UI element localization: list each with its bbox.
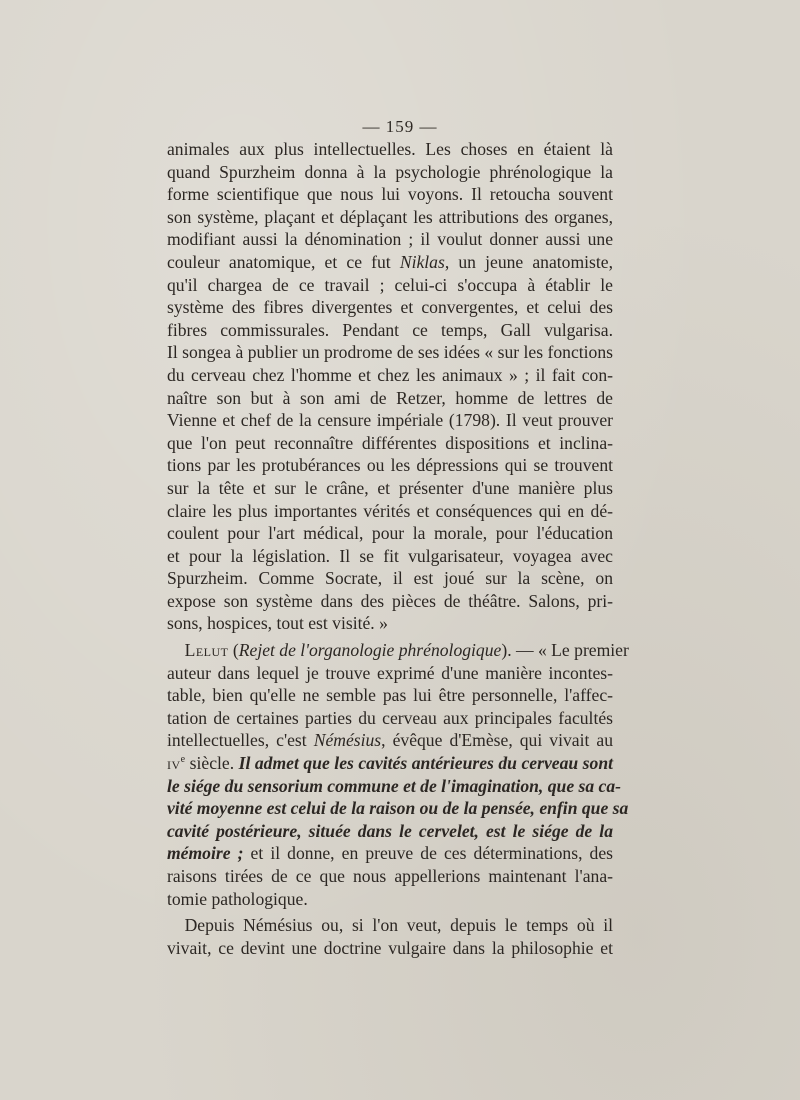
text-line xyxy=(167,729,613,752)
name-niklas: Niklas xyxy=(399,251,445,272)
text-line: animales aux plus intellectuelles. Les choses en étaient là xyxy=(167,139,613,159)
text-line: système des fibres divergentes et convergentes, et celui des xyxy=(167,297,613,318)
text-line: auteur dans lequel je trouve exprimé d'une manière incontes- xyxy=(167,662,613,683)
text-line xyxy=(167,251,613,274)
text-line xyxy=(167,914,613,937)
text-line: vivait, ce devint une doctrine vulgaire dans la philosophie et xyxy=(167,937,613,958)
text-line: expose son système dans des pièces de théâtre. Salons, pri- xyxy=(167,590,613,611)
text-line: et pour la législation. Il se fit vulgarisateur, voyagea avec xyxy=(167,545,613,566)
text-line: vité moyenne est celui de la raison ou de la pensée, enfin que sa xyxy=(167,798,629,819)
text-line: Il songea à publier un prodrome de ses idées « sur les fonctions xyxy=(167,342,613,363)
text-line: Vienne et chef de la censure impériale (1798). Il veut prouver xyxy=(167,410,613,431)
text-line xyxy=(167,752,613,775)
author-lelut: Lelut xyxy=(184,640,229,661)
text-fragment: ( xyxy=(228,640,239,661)
text-fragment: intellectuelles, c'est xyxy=(167,730,314,751)
text-line: tation de certaines parties du cerveau aux principales facultés xyxy=(167,707,613,728)
quoted-emphasis: Il admet que les cavités antérieures du cerveau sont xyxy=(238,753,613,774)
text-line: sur la tête et sur le crâne, et présenter d'une manière plus xyxy=(167,477,613,498)
text-line: quand Spurzheim donna à la psychologie phrénologique la xyxy=(167,161,613,182)
text-line: tions par les protubérances ou les dépressions qui se trouvent xyxy=(167,455,613,476)
text-fragment: siècle. xyxy=(185,753,239,774)
text-line: sons, hospices, tout est visité. » xyxy=(167,613,388,634)
text-line: tomie pathologique. xyxy=(167,888,308,909)
work-title: Rejet de l'organologie phrénologique xyxy=(238,640,502,661)
century-suffix: e xyxy=(180,754,186,766)
body-text xyxy=(167,138,629,959)
century-numeral: iv xyxy=(167,753,181,774)
text-line: table, bien qu'elle ne semble pas lui être personnelle, l'affec- xyxy=(167,685,613,706)
text-line xyxy=(167,842,613,865)
text-line: modifiant aussi la dénomination ; il voulut donner aussi une xyxy=(167,229,613,250)
text-fragment: et il donne, en preuve de ces déterminations, des xyxy=(243,843,614,864)
text-line: coulent pour l'art médical, pour la morale, pour l'éducation xyxy=(167,523,613,544)
text-line: naître son but à son ami de Retzer, homme de lettres de xyxy=(167,387,613,408)
text-line: que l'on peut reconnaître différentes dispositions et inclina- xyxy=(167,432,613,453)
text-line: le siége du sensorium commune et de l'imagination, que sa ca- xyxy=(167,775,622,796)
text-line: fibres commissurales. Pendant ce temps, Gall vulgarisa. xyxy=(167,319,613,340)
quoted-emphasis: mémoire ; xyxy=(167,843,244,864)
name-nemesius: Némésius xyxy=(313,730,382,751)
page-number: — 159 — xyxy=(362,117,438,136)
text-fragment: Depuis Némésius ou, si l'on veut, depuis le temps où il xyxy=(184,915,613,936)
text-line: du cerveau chez l'homme et chez les animaux » ; il fait con- xyxy=(167,364,613,385)
text-line xyxy=(167,639,629,662)
text-line: raisons tirées de ce que nous appellerions maintenant l'ana- xyxy=(167,866,613,886)
text-fragment: , un jeune anatomiste, xyxy=(444,251,613,272)
text-fragment: , évêque d'Emèse, qui vivait au xyxy=(381,730,614,751)
text-line: forme scientifique que nous lui voyons. Il retoucha souvent xyxy=(167,184,613,205)
text-line: qu'il chargea de ce travail ; celui-ci s'occupa à établir le xyxy=(167,274,613,295)
text-line: claire les plus importantes vérités et conséquences qui en dé- xyxy=(167,500,613,521)
text-fragment: ). — « Le premier xyxy=(501,640,629,661)
text-line: cavité postérieure, située dans le cervelet, est le siége de la xyxy=(167,820,613,841)
text-line: Spurzheim. Comme Socrate, il est joué sur la scène, on xyxy=(167,568,613,589)
text-fragment: couleur anatomique, et ce fut xyxy=(167,251,400,272)
text-line: son système, plaçant et déplaçant les attributions des organes, xyxy=(167,206,613,227)
